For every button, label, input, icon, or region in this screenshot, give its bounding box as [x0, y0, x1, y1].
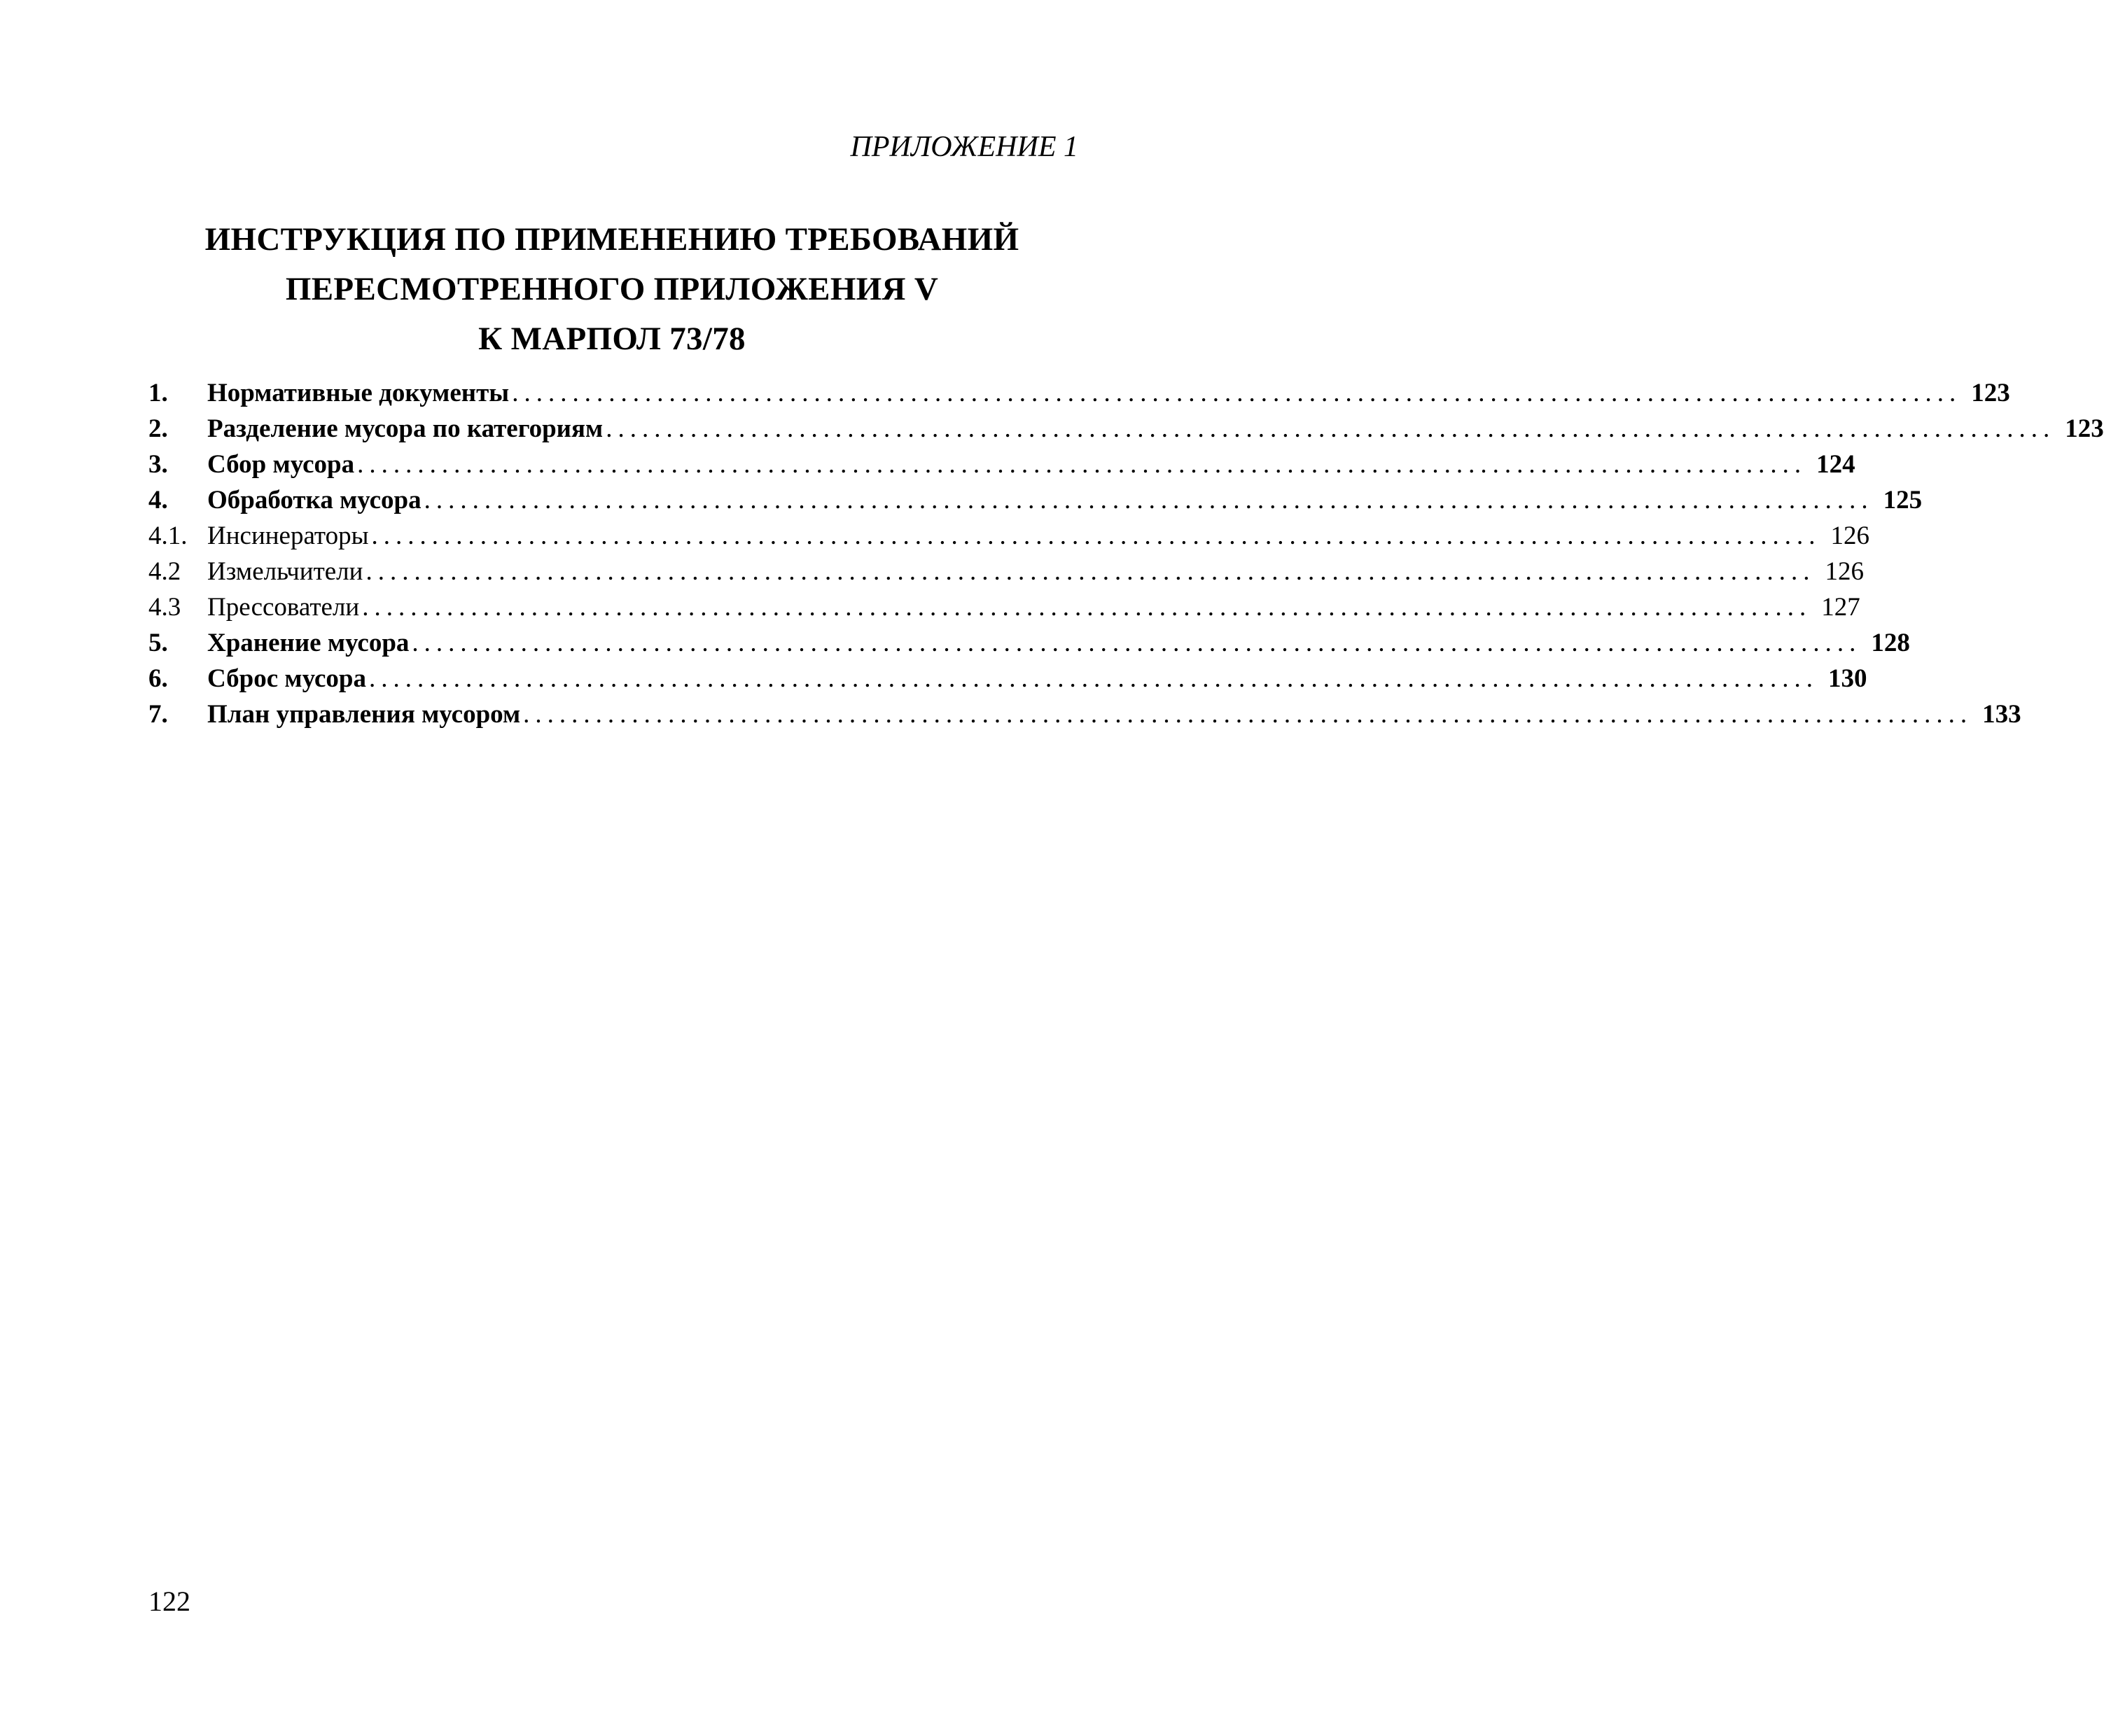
document-title: [140, 215, 1084, 364]
toc-leader-dots: ........................................................................................................................: [365, 557, 1816, 586]
toc-title: Нормативные документы: [207, 379, 510, 407]
toc-title: Хранение мусора: [207, 629, 410, 657]
toc-title: Сброс мусора: [207, 664, 366, 693]
toc-page-number: 130: [1828, 664, 1867, 693]
toc-row-4-2[interactable]: [148, 554, 1864, 589]
toc-page-number: 125: [1883, 486, 1923, 514]
toc-number: 6.: [148, 664, 168, 693]
toc-title: Обработка мусора: [207, 486, 422, 514]
toc-row-4[interactable]: [148, 482, 1923, 518]
toc-page-number: 127: [1821, 593, 1860, 622]
toc-row-1[interactable]: [148, 375, 2010, 411]
toc-number: 3.: [148, 450, 168, 479]
toc-number: 1.: [148, 379, 168, 407]
toc-leader-dots: ........................................................................................................................: [523, 700, 1973, 729]
toc-number: 4.1.: [148, 522, 188, 550]
toc-title: Разделение мусора по категориям: [207, 414, 604, 443]
toc-number: 2.: [148, 414, 168, 443]
toc-leader-dots: ........................................................................................................................: [606, 414, 2056, 443]
toc-row-4-3[interactable]: [148, 589, 1860, 625]
toc-number: 4.2: [148, 557, 181, 586]
toc-leader-dots: ........................................................................................................................: [412, 629, 1862, 657]
toc-row-2[interactable]: [148, 411, 2104, 447]
toc-leader-dots: ........................................................................................................................: [424, 486, 1874, 514]
toc-title: Инсинераторы: [207, 522, 369, 550]
toc-row-7[interactable]: [148, 696, 2021, 732]
toc-row-3[interactable]: [148, 447, 1855, 482]
toc-page-number: 133: [1982, 700, 2021, 729]
toc-page-number: 123: [1971, 379, 2010, 407]
toc-number: 4.3: [148, 593, 181, 622]
appendix-label: ПРИЛОЖЕНИЕ 1: [850, 131, 1078, 163]
toc-number: 7.: [148, 700, 168, 729]
toc-number: 4.: [148, 486, 168, 514]
toc-page-number: 123: [2065, 414, 2104, 443]
toc-title: Сбор мусора: [207, 450, 355, 479]
title-line: К МАРПОЛ 73/78: [478, 321, 746, 357]
table-of-contents: [148, 375, 2104, 732]
toc-title: Прессователи: [207, 593, 360, 622]
toc-title: План управления мусором: [207, 700, 521, 729]
page-number: 122: [148, 1586, 190, 1617]
toc-leader-dots: ........................................................................................................................: [362, 593, 1812, 622]
toc-number: 5.: [148, 629, 168, 657]
toc-leader-dots: ........................................................................................................................: [357, 450, 1807, 479]
toc-page-number: 126: [1825, 557, 1864, 586]
toc-leader-dots: ........................................................................................................................: [371, 522, 1821, 550]
toc-row-6[interactable]: [148, 661, 1867, 696]
toc-leader-dots: ........................................................................................................................: [512, 379, 1962, 407]
toc-page-number: 128: [1871, 629, 1910, 657]
toc-page-number: 126: [1830, 522, 1869, 550]
toc-leader-dots: ........................................................................................................................: [369, 664, 1818, 693]
title-line: ИНСТРУКЦИЯ ПО ПРИМЕНЕНИЮ ТРЕБОВАНИЙ: [204, 221, 1019, 258]
toc-row-4-1[interactable]: [148, 518, 1869, 554]
title-line: ПЕРЕСМОТРЕННОГО ПРИЛОЖЕНИЯ V: [285, 271, 939, 307]
toc-page-number: 124: [1816, 450, 1855, 479]
toc-title: Измельчители: [207, 557, 363, 586]
toc-row-5[interactable]: [148, 625, 1910, 661]
